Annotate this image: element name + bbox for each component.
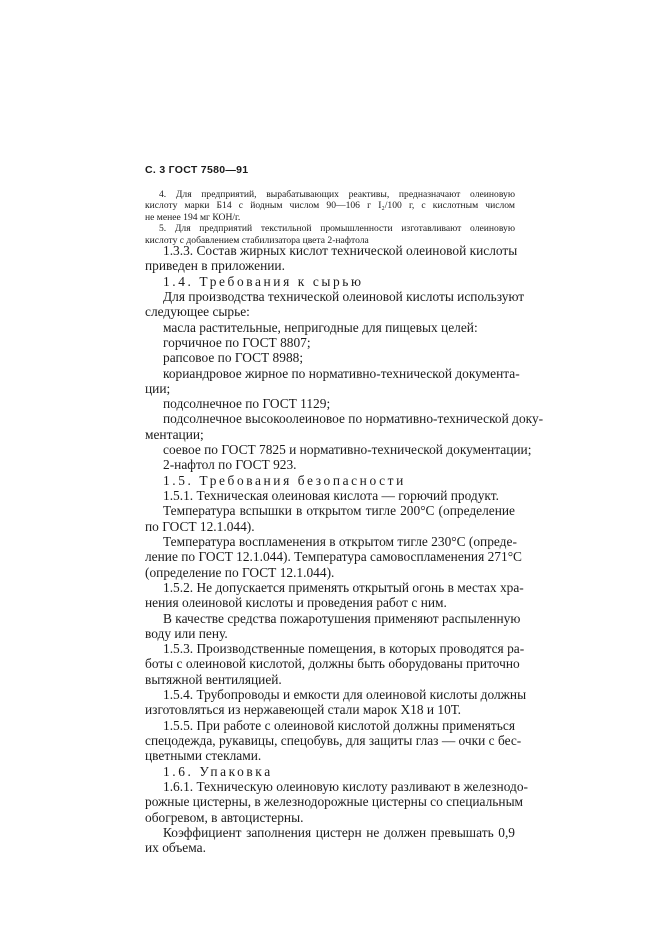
section-heading bbox=[145, 473, 515, 488]
text-line: рожные цистерны, в железнодорожные цистерны со специальным bbox=[145, 794, 524, 810]
text-line: 1.6.1. Техническую олеиновую кислоту разливают в железнодо- bbox=[163, 778, 528, 794]
paragraph bbox=[145, 579, 524, 611]
paragraph bbox=[145, 457, 515, 472]
paragraph bbox=[145, 442, 532, 458]
paragraph bbox=[145, 641, 525, 687]
paragraph bbox=[145, 778, 528, 825]
text-line: 4. Для предприятий, вырабатывающих реактивы, предназначают олеиновую bbox=[159, 189, 515, 200]
paragraph bbox=[145, 335, 515, 350]
text-line: следующее сырье: bbox=[145, 304, 250, 320]
text-line: их объема. bbox=[145, 840, 206, 856]
text-line: кислоту с добавлением стабилизатора цвета 2-нафтола bbox=[145, 234, 369, 246]
text-line: 5. Для предприятий текстильной промышленности изготавливают олеиновую bbox=[159, 223, 515, 235]
text-line: 1.5.4. Трубопроводы и емкости для олеиновой кислоты должны bbox=[163, 687, 527, 703]
text-line: 1.5.1. Техническая олеиновая кислота — горючий продукт. bbox=[163, 488, 499, 503]
text-line: Температура вспышки в открытом тигле 200°С (определение bbox=[163, 503, 515, 519]
paragraph bbox=[145, 396, 515, 411]
note-paragraph bbox=[145, 189, 515, 223]
document-body bbox=[145, 243, 544, 856]
section-heading bbox=[145, 274, 515, 289]
text-line: подсолнечное высокоолеиновое по нормативно-технической доку- bbox=[163, 411, 544, 427]
text-line: боты с олеиновой кислотой, должны быть оборудованы приточно bbox=[145, 656, 520, 672]
text-line: кислоту марки Б14 с йодным числом 90—106 г I₂/100 г, с кислотным числом bbox=[145, 200, 515, 212]
text-line: Коэффициент заполнения цистерн не должен превышать 0,9 bbox=[163, 824, 515, 840]
text-line: 1.5. Требования безопасности bbox=[163, 472, 406, 488]
text-line: не менее 194 мг КОН/г. bbox=[145, 211, 241, 223]
text-line: воду или пену. bbox=[145, 625, 228, 641]
text-line: 2-нафтол по ГОСТ 923. bbox=[163, 457, 297, 473]
page-header: С. 3 ГОСТ 7580—91 bbox=[145, 164, 249, 176]
text-line: 1.5.3. Производственные помещения, в которых проводятся ра- bbox=[163, 641, 525, 657]
text-line: 1.6. Упаковка bbox=[163, 763, 273, 779]
paragraph bbox=[145, 503, 515, 534]
text-line: В качестве средства пожаротушения применяют распыленную bbox=[163, 610, 521, 626]
text-line: вытяжной вентиляцией. bbox=[145, 671, 282, 687]
text-line: ление по ГОСТ 12.1.044). Температура самовоспламенения 271°С bbox=[145, 549, 522, 565]
paragraph bbox=[145, 411, 544, 442]
text-line: подсолнечное по ГОСТ 1129; bbox=[163, 396, 331, 412]
text-line: Температура воспламенения в открытом тигле 230°С (опреде- bbox=[163, 533, 517, 549]
text-line: спецодежда, рукавицы, спецобувь, для защиты глаз — очки с бес- bbox=[145, 733, 522, 748]
text-line: по ГОСТ 12.1.044). bbox=[145, 518, 255, 534]
text-line: кориандровое жирное по нормативно-технической документа- bbox=[163, 365, 520, 381]
table-notes bbox=[145, 189, 515, 246]
paragraph bbox=[145, 350, 515, 365]
text-line: приведен в приложении. bbox=[145, 258, 285, 274]
text-line: изготовляться из нержавеющей стали марок Х18 и 10Т. bbox=[145, 702, 461, 718]
paragraph bbox=[145, 610, 521, 642]
text-line: Для производства технической олеиновой кислоты используют bbox=[163, 288, 525, 304]
paragraph bbox=[145, 687, 527, 718]
paragraph bbox=[145, 243, 518, 274]
section-heading bbox=[145, 764, 515, 779]
text-line: ции; bbox=[145, 380, 171, 396]
text-line: 1.5.5. При работе с олеиновой кислотой должны применяться bbox=[163, 717, 515, 733]
paragraph bbox=[145, 717, 522, 764]
text-line: соевое по ГОСТ 7825 и нормативно-технической документации; bbox=[163, 442, 532, 458]
text-line: рапсовое по ГОСТ 8988; bbox=[163, 350, 304, 366]
paragraph bbox=[145, 488, 515, 503]
paragraph bbox=[145, 320, 515, 335]
text-line: 1.3.3. Состав жирных кислот технической олеиновой кислоты bbox=[163, 243, 518, 258]
paragraph bbox=[145, 365, 520, 397]
paragraph bbox=[145, 533, 522, 580]
text-line: 1.4. Требования к сырью bbox=[163, 273, 364, 289]
text-line: масла растительные, непригодные для пищевых целей: bbox=[163, 319, 478, 335]
text-line: 1.5.2. Не допускается применять открытый огонь в местах хра- bbox=[163, 579, 524, 595]
text-line: (определение по ГОСТ 12.1.044). bbox=[145, 564, 335, 580]
paragraph bbox=[145, 288, 525, 320]
text-line: нения олеиновой кислоты и проведения работ с ним. bbox=[145, 595, 447, 611]
text-line: обогревом, в автоцистерны. bbox=[145, 809, 304, 825]
text-line: горчичное по ГОСТ 8807; bbox=[163, 334, 311, 350]
paragraph bbox=[145, 825, 515, 856]
text-line: цветными стеклами. bbox=[145, 748, 262, 764]
text-line: ментации; bbox=[145, 426, 204, 442]
